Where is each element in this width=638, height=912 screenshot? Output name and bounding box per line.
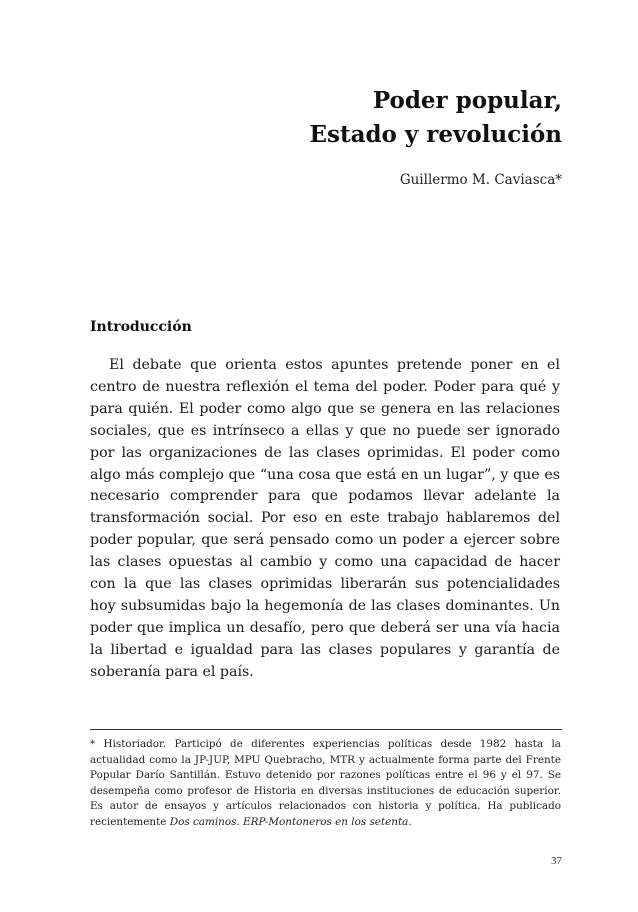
- footnote: [90, 737, 561, 831]
- article-title: [309, 84, 562, 152]
- body-paragraph: El debate que orienta estos apuntes pretende poner en el centro de nuestra reflexión el tema del poder. Poder para qué y para quién. El poder como algo que se genera en las relaciones sociales, que es intrínseco a ellas y que no puede ser ignorado por las organizaciones de las clases oprimidas. El poder como algo más complejo que “una cosa que está en un lugar”, y que es necesario comprender para que podamos llevar adelante la transformación social. Por eso en este trabajo hablaremos del poder popular, que será pensado como un poder a ejercer sobre las clases opuestas al cambio y como una capacidad de hacer con la que las clases oprimidas liberarán sus potencialidades hoy subsumidas bajo la hegemonía de las clases dominantes. Un poder que implica un desafío, pero que deberá ser una vía hacia la libertad e igualdad para las clases populares y garantía de soberanía para el país.: [90, 357, 560, 680]
- footnote-end: .: [408, 815, 412, 828]
- footnote-text: * Historiador. Participó de diferentes experiencias políticas desde 1982 hasta la actualidad como la JP-JUP, MPU Quebracho, MTR y actualmente forma parte del Frente Popular Darío Santillán. Estuvo detenido por razones políticas entre el 96 y el 97. Se desempeña como profesor de Historia en diversas instituciones de educación superior. Es autor de ensayos y artículos relacionados con historia y política. Ha publicado recientemente: [90, 738, 561, 828]
- title-line-1: Poder popular,: [372, 87, 562, 114]
- page-number: 37: [551, 855, 562, 867]
- footnote-divider: [90, 729, 562, 730]
- section-heading: Introducción: [90, 319, 192, 335]
- footnote-book-title: Dos caminos. ERP-Montoneros en los setenta: [169, 815, 409, 828]
- author-name: Guillermo M. Caviasca*: [399, 172, 562, 188]
- title-line-2: Estado y revolución: [309, 121, 562, 148]
- page: [90, 0, 562, 912]
